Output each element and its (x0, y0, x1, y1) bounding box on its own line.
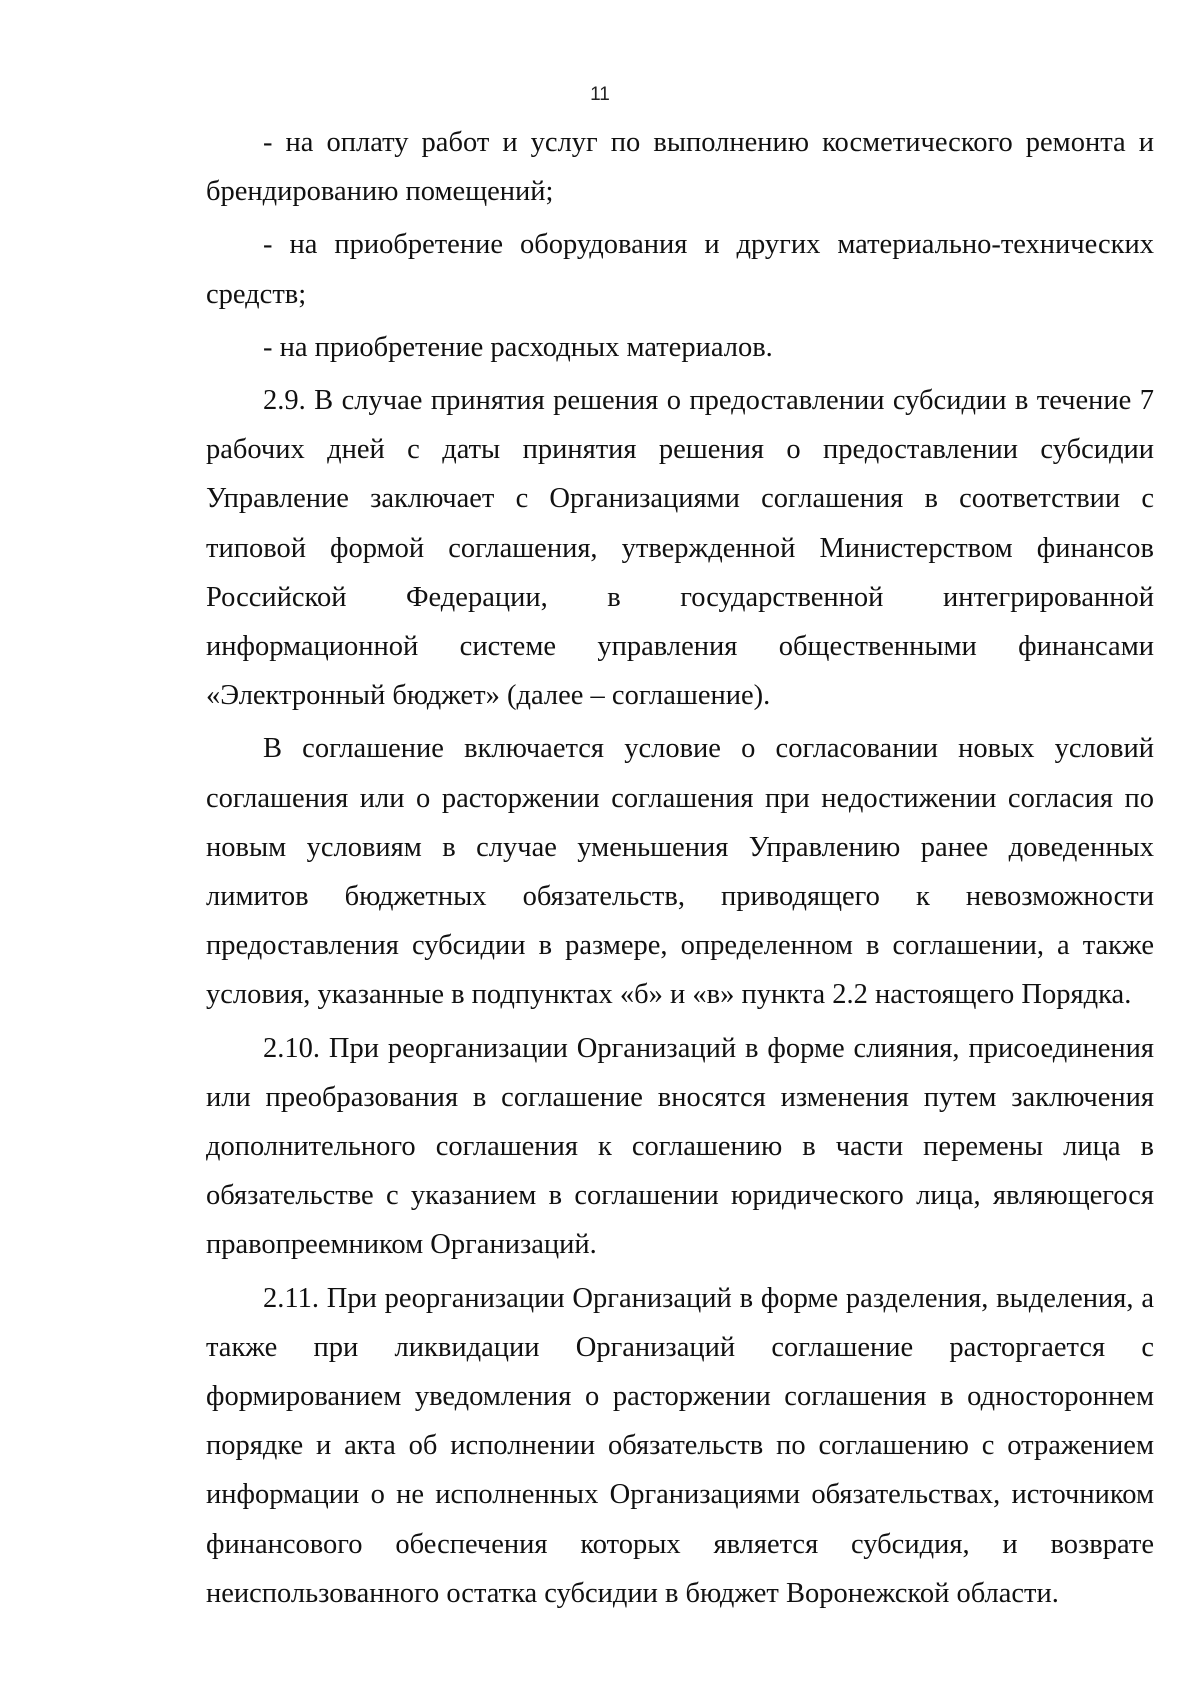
paragraph-2-10: 2.10. При реорганизации Организаций в форме слияния, присоединения или преобразования в соглашение вносятся изменения путем заключения дополнительного соглашения к соглашению в части перемены лица в обязательстве с указанием в соглашении юридического лица, являющегося правопреемником Организаций. (206, 1032, 1154, 1261)
paragraph-agreement-conditions: В соглашение включается условие о согласовании новых условий соглашения или о расторжении соглашения при недостижении согласия по новым условиям в случае уменьшения Управлению ранее доведенных лимитов бюджетных обязательств, приводящего к невозможности предоставления субсидии в размере, определенном в соглашении, а также условия, указанные в подпунктах «б» и «в» пункта 2.2 настоящего Порядка. (206, 733, 1154, 1011)
list-item-repair: - на оплату работ и услуг по выполнению косметического ремонта и брендированию помещений; (206, 127, 1154, 208)
list-item-equipment: - на приобретение оборудования и других материально-технических средств; (206, 229, 1154, 310)
document-body (206, 118, 1154, 1618)
list-item-materials: - на приобретение расходных материалов. (263, 331, 773, 363)
page-number: 11 (590, 84, 610, 105)
paragraph-2-9: 2.9. В случае принятия решения о предоставлении субсидии в течение 7 рабочих дней с даты принятия решения о предоставлении субсидии Управление заключает с Организациями соглашения в соответствии с типовой формой соглашения, утвержденной Министерством финансов Российской Федерации, в государственной интегрированной информационной системе управления общественными финансами «Электронный бюджет» (далее – соглашение). (206, 385, 1154, 712)
paragraph-2-11: 2.11. При реорганизации Организаций в форме разделения, выделения, а также при ликвидации Организаций соглашение расторгается с формированием уведомления о расторжении соглашения в одностороннем порядке и акта об исполнении обязательств по соглашению с отражением информации о не исполненных Организациями обязательствах, источником финансового обеспечения которых является субсидия, и возврате неиспользованного остатка субсидии в бюджет Воронежской области. (206, 1282, 1154, 1609)
